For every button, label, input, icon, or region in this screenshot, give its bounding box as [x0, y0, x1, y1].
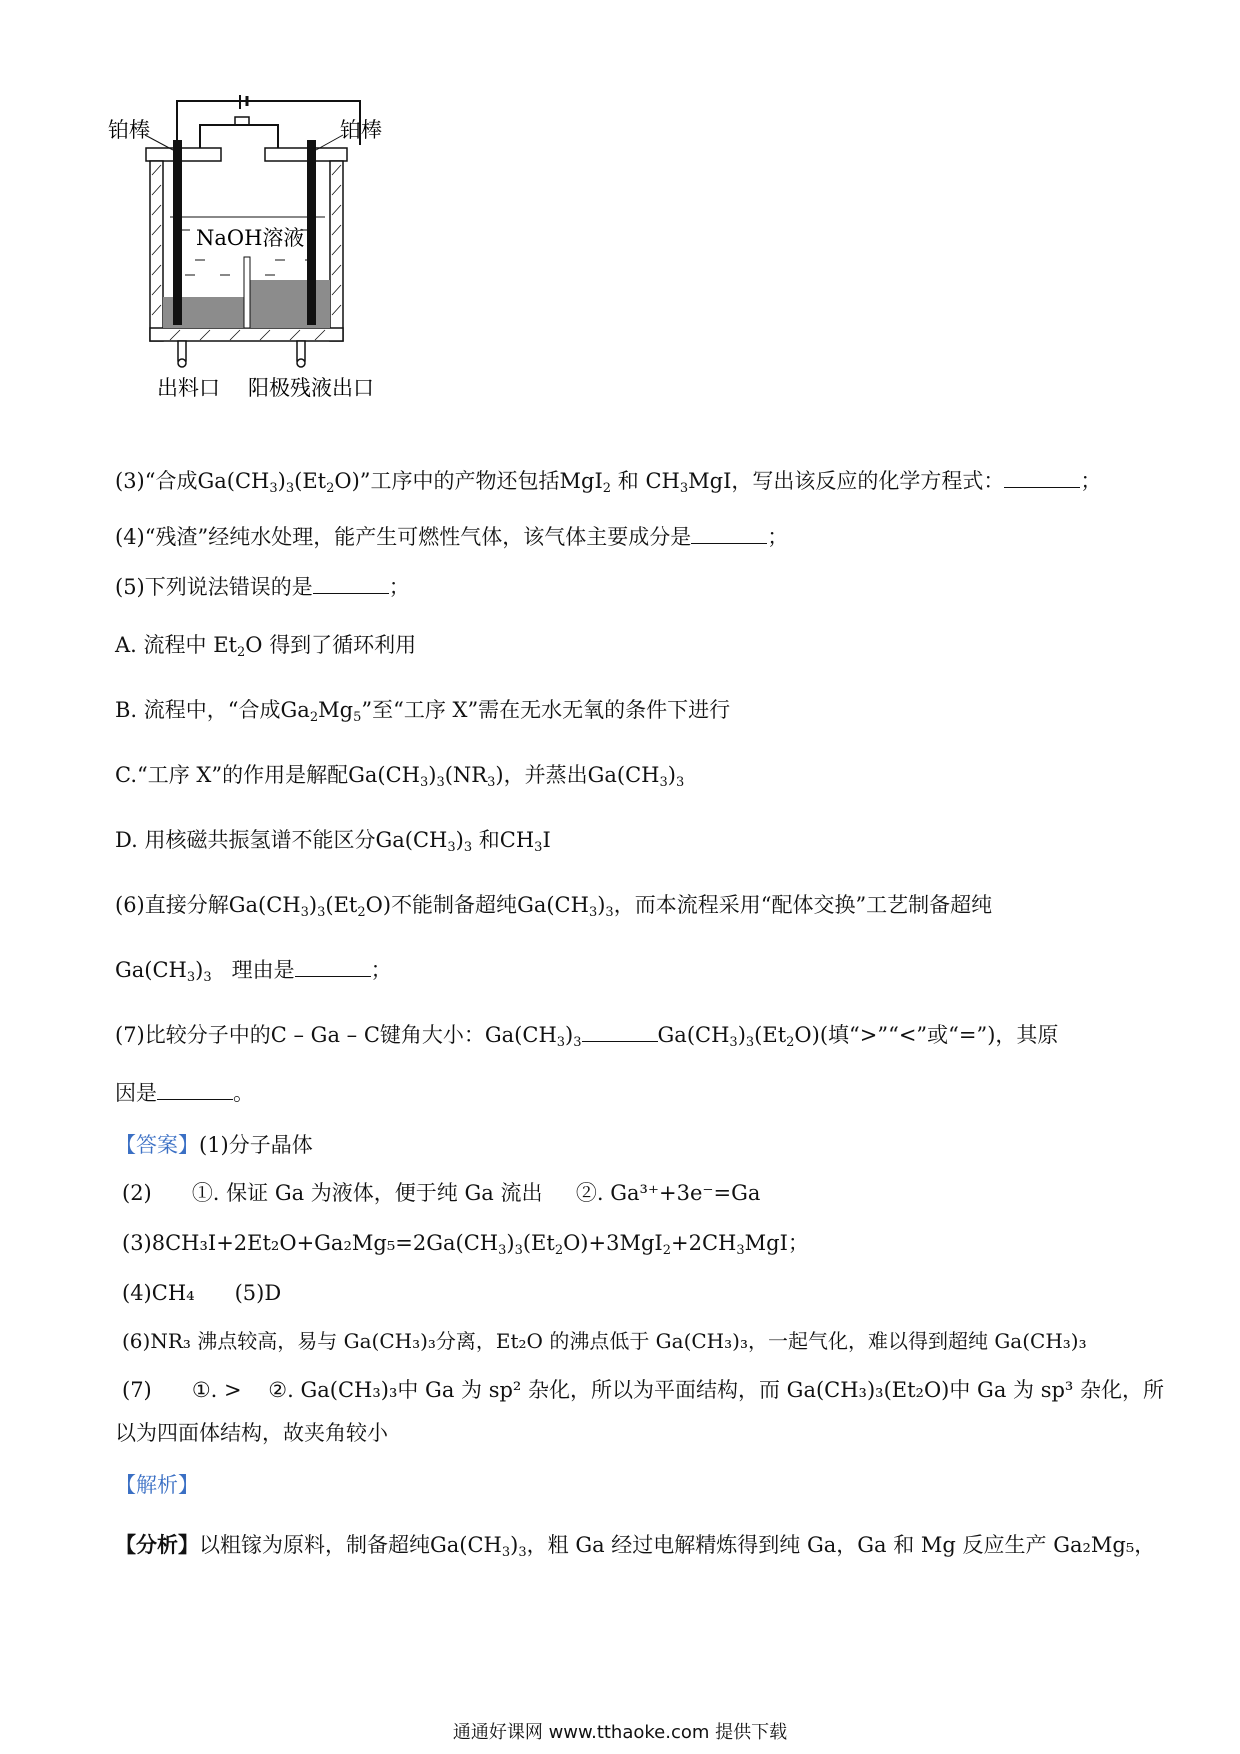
- answer-blank: [1004, 469, 1080, 488]
- answer-1: 【答案】(1)分子晶体: [115, 1133, 313, 1157]
- answer-tag: 【答案】: [115, 1133, 199, 1157]
- question-7: (7)比较分子中的C – Ga – C键角大小：$Ga(CH_3)_3$ $Ga(CH_3)_3(Et_2O)$(填“>”“<”或“=”)，其原: [115, 1023, 1059, 1050]
- question-4: (4)“残渣”经纯水处理，能产生可燃性气体，该气体主要成分是 ；: [115, 525, 789, 549]
- answer-blank: [691, 525, 767, 544]
- answer-3: $(3)8CH_3I+2Et_2O+Ga_2Mg_5=2Ga(CH_3)_3(Et_2O)+3MgI_2+2CH_3MgI$；: [122, 1231, 809, 1258]
- question-5: (5)下列说法错误的是 ；: [115, 575, 410, 599]
- answer-2: (2) ①. 保证 Ga 为液体，便于纯 Ga 流出 ②. Ga³⁺+3e⁻=Ga: [122, 1181, 761, 1205]
- option-c: C.“工序 X”的作用是解配$Ga(CH_3)_3(NR_3)$，并蒸出$Ga(CH_3)_3$: [115, 763, 685, 790]
- option-b: B. 流程中，“合成$Ga_2Mg_5$”至“工序 X”需在无水无氧的条件下进行: [115, 698, 731, 725]
- answer-blank: [295, 958, 371, 977]
- option-a: A. 流程中 $Et_2O$ 得到了循环利用: [115, 633, 417, 660]
- question-7-cont: 因是 。: [115, 1081, 254, 1105]
- label-left-rod: 铂棒: [108, 118, 150, 142]
- answer-blank: [313, 575, 389, 594]
- analysis-text: 【分析】以粗镓为原料，制备超纯$Ga(CH_3)_3$，粗 Ga 经过电解精炼得到纯 Ga，Ga 和 Mg 反应生产 Ga₂Mg₅，: [115, 1532, 1156, 1560]
- answer-4-5: (4)CH₄ (5)D: [122, 1281, 282, 1305]
- answer-7: (7) ①. > ②. Ga(CH₃)₃中 Ga 为 sp² 杂化，所以为平面结构，而 Ga(CH₃)₃(Et₂O)中 Ga 为 sp³ 杂化，所: [122, 1378, 1165, 1402]
- page-footer: 通通好课网 www.tthaoke.com 提供下载: [452, 1722, 788, 1743]
- label-outlet: 出料口: [157, 376, 220, 400]
- question-6-cont: $Ga(CH_3)_3$ 理由是 ；: [115, 958, 392, 985]
- answer-6: (6)NR₃ 沸点较高，易与 Ga(CH₃)₃分离，Et₂O 的沸点低于 Ga(CH₃)₃，一起气化，难以得到超纯 Ga(CH₃)₃: [122, 1329, 1087, 1353]
- label-solution: NaOH溶液: [196, 226, 305, 250]
- analysis-tag: 【解析】: [115, 1473, 199, 1497]
- label-anode-outlet: 阳极残液出口: [248, 376, 374, 400]
- question-3: (3)“合成$Ga(CH_3)_3(Et_2O)$”工序中的产物还包括MgI$_2$ 和 $CH_3MgI$，写出该反应的化学方程式： ；: [115, 469, 1102, 496]
- option-d: D. 用核磁共振氢谱不能区分$Ga(CH_3)_3$ 和$CH_3I$: [115, 828, 551, 855]
- answer-blank: [582, 1023, 658, 1042]
- answer-7-cont: 以为四面体结构，故夹角较小: [115, 1421, 388, 1445]
- label-right-rod: 铂棒: [340, 118, 382, 142]
- electrolysis-cell-diagram: [100, 95, 440, 450]
- question-6: (6)直接分解$Ga(CH_3)_3(Et_2O)$不能制备超纯$Ga(CH_3)_3$，而本流程采用“配体交换”工艺制备超纯: [115, 893, 993, 920]
- answer-blank: [157, 1081, 233, 1100]
- analysis-heading: [115, 1470, 199, 1500]
